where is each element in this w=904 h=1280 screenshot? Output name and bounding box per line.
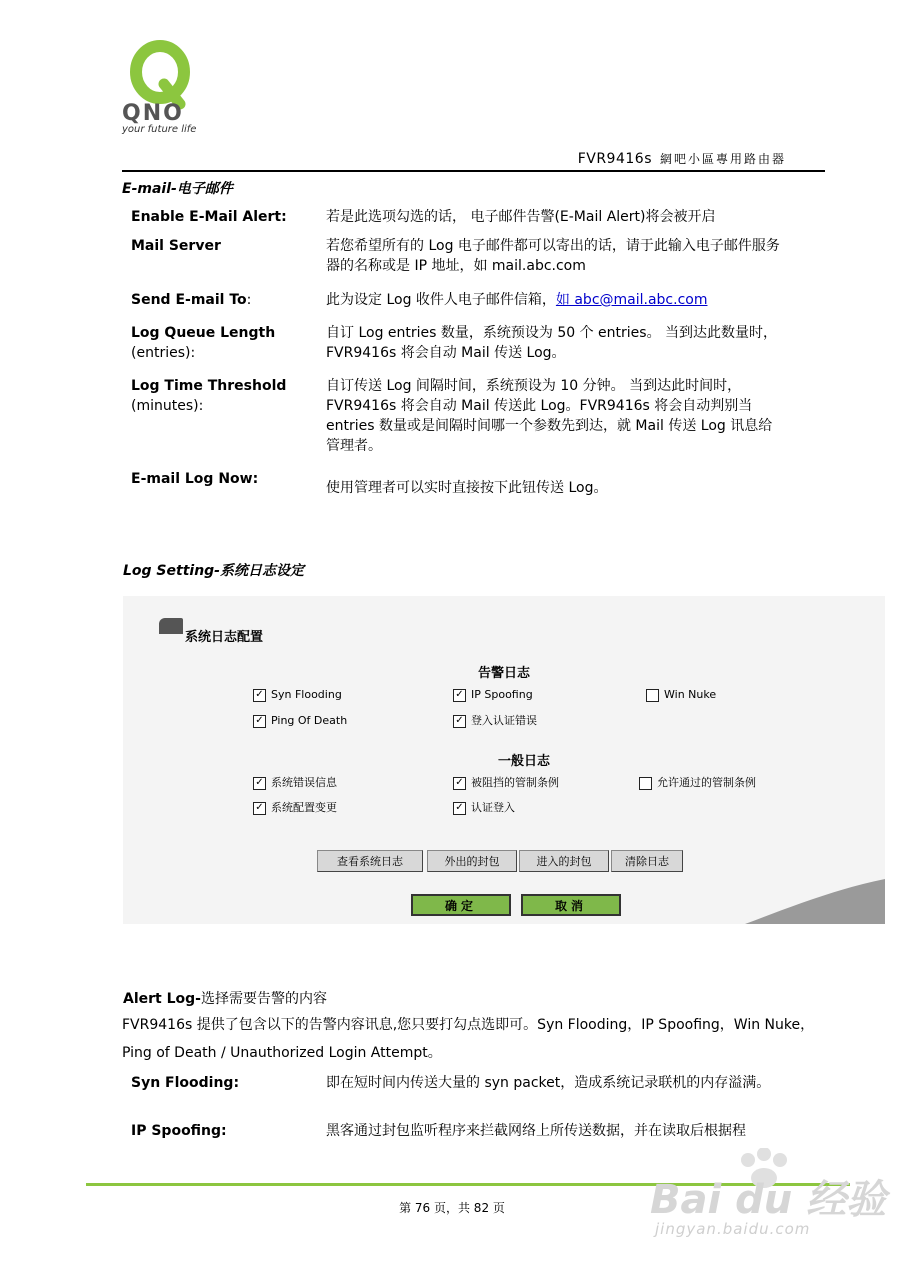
cb-ping-of-death[interactable] [253, 714, 347, 728]
cb-syn-flooding[interactable] [253, 688, 342, 702]
doc-header [578, 150, 786, 167]
page-number: 第 76 页，共 82 页 [399, 1201, 505, 1215]
send-email-key-colon: : [246, 292, 252, 308]
log-setting-heading: Log Setting-系统日志设定 [123, 563, 304, 579]
logo-tagline: your future life [122, 124, 197, 135]
key-enable-email-alert: Enable E-Mail Alert: [131, 209, 287, 225]
cb-label: 认证登入 [471, 801, 515, 814]
cb-label: Syn Flooding [271, 688, 342, 701]
cb-win-nuke[interactable] [646, 688, 716, 702]
val-ip-spoofing: 黑客通过封包监听程序来拦截网络上所传送数据，并在读取后根据程 [326, 1123, 746, 1139]
ok-button[interactable]: 确定 [411, 894, 511, 916]
val-syn-flooding: 即在短时间内传送大量的 syn packet，造成系统记录联机的内存溢满。 [326, 1075, 771, 1091]
cb-allowed-rules[interactable] [639, 776, 756, 790]
cb-label: 系统配置变更 [271, 801, 337, 814]
cb-login-auth-error[interactable] [453, 714, 537, 728]
cb-system-error[interactable] [253, 776, 337, 790]
alert-log-heading-rest: 选择需要告警的内容 [200, 991, 327, 1007]
cb-config-change[interactable] [253, 801, 337, 815]
key-ip-spoofing: IP Spoofing: [131, 1123, 227, 1139]
alert-log-paragraph-1: FVR9416s 提供了包含以下的告警内容讯息,您只要打勾点选即可。Syn Flooding，IP Spoofing，Win Nuke， [122, 1017, 815, 1033]
alert-group-label: 告警日志 [478, 666, 531, 681]
cb-label: 被阻挡的管制条例 [471, 776, 559, 789]
cb-label: 允许通过的管制条例 [657, 776, 756, 789]
alert-log-heading-bold: Alert Log- [123, 991, 201, 1007]
val-log-time-threshold: 自订传送 Log 间隔时间，系统预设为 10 分钟。 当到达此时间时，FVR9416s 将会自动 Mail 传送此 Log。FVR9416s 将会自动判别当 entries 数量或是间隔时间哪一个参数先到达，就 Mail 传送 Log 讯息给管理者。 [326, 378, 773, 454]
checkbox[interactable] [646, 689, 659, 702]
incoming-packets-button[interactable]: 进入的封包 [519, 850, 609, 872]
cb-blocked-rules[interactable] [453, 776, 559, 790]
example-email-link[interactable]: 如 abc@mail.abc.com [555, 292, 708, 308]
send-email-text: 此为设定 Log 收件人电子邮件信箱， [326, 292, 556, 308]
send-email-key-text: Send E-mail To [131, 292, 247, 308]
checkbox[interactable] [639, 777, 652, 790]
cb-label: 系统错误信息 [271, 776, 337, 789]
logo-text: QNO [122, 101, 184, 126]
clear-log-button[interactable]: 清除日志 [611, 850, 683, 872]
log-queue-key-sub: (entries): [131, 345, 196, 361]
val-log-queue-length: 自订 Log entries 数量，系统预设为 50 个 entries。 当到达此数量时，FVR9416s 将会自动 Mail 传送 Log。 [326, 325, 778, 361]
header-rule [122, 170, 825, 172]
key-log-time-threshold [131, 376, 316, 416]
val-email-log-now: 使用管理者可以实时直接按下此钮传送 Log。 [326, 480, 608, 496]
watermark-url: jingyan.baidu.com [655, 1220, 811, 1238]
key-log-queue-length [131, 323, 316, 363]
cb-label: Ping Of Death [271, 714, 348, 727]
outgoing-packets-button[interactable]: 外出的封包 [427, 850, 517, 872]
cb-ip-spoofing[interactable] [453, 688, 533, 702]
log-time-key-sub: (minutes): [131, 398, 204, 414]
cb-label: Win Nuke [664, 688, 717, 701]
key-syn-flooding: Syn Flooding: [131, 1075, 240, 1091]
checkbox[interactable]: ✓ [453, 802, 466, 815]
checkbox[interactable]: ✓ [453, 777, 466, 790]
key-email-log-now: E-mail Log Now: [131, 471, 259, 487]
key-mail-server: Mail Server [131, 238, 221, 254]
decorative-swoosh [745, 879, 885, 924]
checkbox[interactable]: ✓ [253, 689, 266, 702]
val-send-email-to [326, 290, 781, 310]
panel-title: 系统日志配置 [185, 630, 264, 645]
product-subtitle: 網吧小區專用路由器 [659, 152, 786, 166]
cb-auth-login[interactable] [453, 801, 515, 815]
panel-tab-icon [159, 618, 183, 634]
key-send-email-to [131, 290, 316, 310]
alert-log-heading [123, 988, 327, 1008]
log-time-key-text: Log Time Threshold [131, 378, 287, 394]
log-queue-key-text: Log Queue Length [131, 325, 276, 341]
email-section-heading: E-mail-电子邮件 [122, 181, 233, 197]
checkbox[interactable]: ✓ [253, 715, 266, 728]
cb-label: 登入认证错误 [471, 714, 537, 727]
cb-label: IP Spoofing [471, 688, 533, 701]
model-name: FVR9416s [577, 151, 652, 167]
log-config-screenshot [123, 596, 885, 924]
view-system-log-button[interactable]: 查看系统日志 [317, 850, 423, 872]
checkbox[interactable]: ✓ [453, 715, 466, 728]
val-enable-email-alert: 若是此选项勾选的话， 电子邮件告警(E-Mail Alert)将会被开启 [326, 209, 716, 225]
checkbox[interactable]: ✓ [253, 777, 266, 790]
checkbox[interactable]: ✓ [253, 802, 266, 815]
checkbox[interactable]: ✓ [453, 689, 466, 702]
cancel-button[interactable]: 取消 [521, 894, 621, 916]
watermark-brand: Bai du 经验 [650, 1177, 887, 1223]
val-mail-server: 若您希望所有的 Log 电子邮件都可以寄出的话，请于此输入电子邮件服务器的名称或是 IP 地址，如 mail.abc.com [326, 238, 780, 274]
general-group-label: 一般日志 [498, 754, 551, 769]
alert-log-paragraph-2: Ping of Death / Unauthorized Login Attempt。 [122, 1045, 442, 1061]
